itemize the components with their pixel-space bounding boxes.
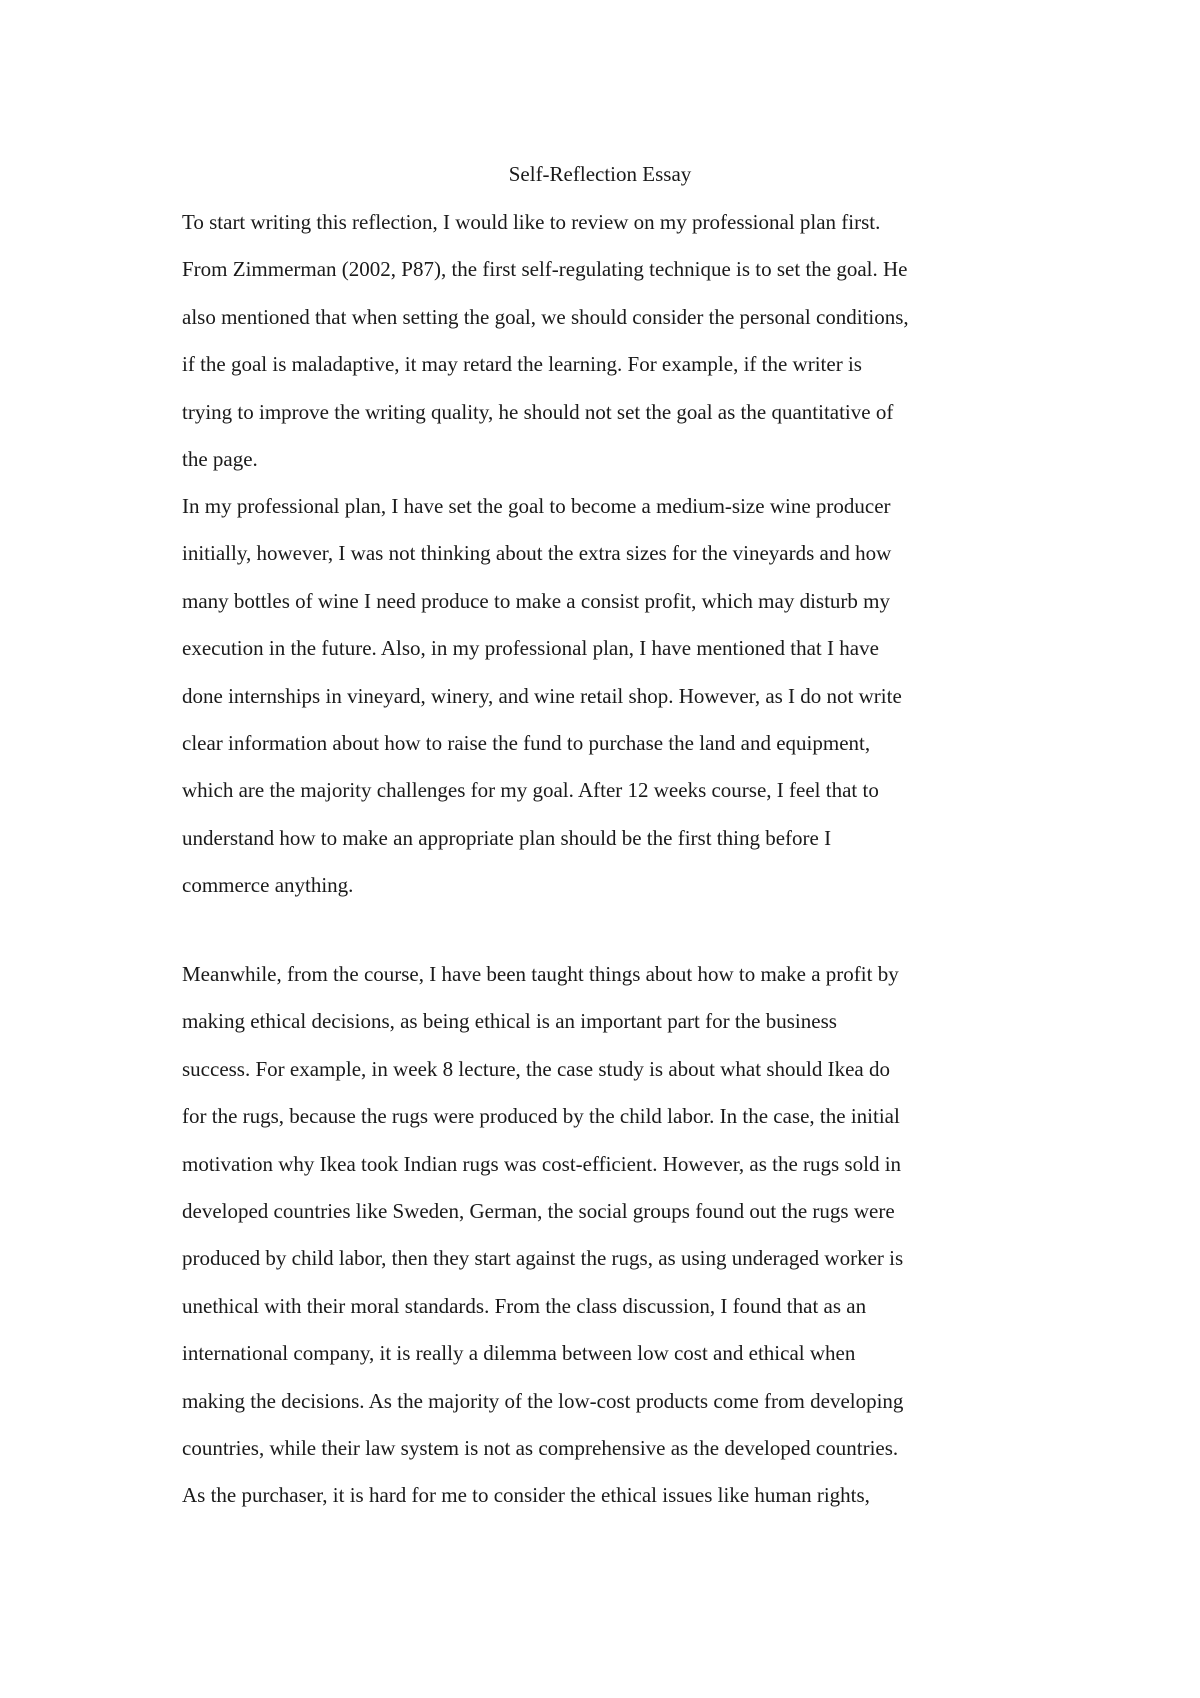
paragraph-line: making ethical decisions, as being ethical is an important part for the business [182,1009,837,1034]
paragraph-line: From Zimmerman (2002, P87), the first self-regulating technique is to set the goal. He [182,257,908,282]
paragraph-line: which are the majority challenges for my goal. After 12 weeks course, I feel that to [182,778,879,803]
paragraph-line: motivation why Ikea took Indian rugs was cost-efficient. However, as the rugs sold in [182,1151,902,1176]
paragraph-line: execution in the future. Also, in my professional plan, I have mentioned that I have [182,636,879,661]
paragraph-line: commerce anything. [182,873,354,898]
paragraph-1 [182,199,1062,483]
paragraph-line: done internships in vineyard, winery, and wine retail shop. However, as I do not write [182,683,902,708]
paragraph-line: for the rugs, because the rugs were produced by the child labor. In the case, the initial [182,1104,900,1129]
paragraph-line: success. For example, in week 8 lecture, the case study is about what should Ikea do [182,1056,890,1081]
paragraph-line: unethical with their moral standards. From the class discussion, I found that as an [182,1293,867,1318]
paragraph-line: In my professional plan, I have set the goal to become a medium-size wine producer [182,494,891,518]
paragraph-line: produced by child labor, then they start against the rugs, as using underaged worker is [182,1246,904,1271]
paragraph-line: many bottles of wine I need produce to make a consist profit, which may disturb my [182,588,891,613]
paragraph-line: Meanwhile, from the course, I have been taught things about how to make a profit by [182,962,899,986]
paragraph-line: developed countries like Sweden, German, the social groups found out the rugs were [182,1198,895,1223]
paragraph-line: countries, while their law system is not as comprehensive as the developed countries. [182,1435,899,1460]
paragraph-line: trying to improve the writing quality, he should not set the goal as the quantitative of [182,399,894,424]
paragraph-line: international company, it is really a dilemma between low cost and ethical when [182,1341,856,1366]
paragraph-3 [182,951,1062,1520]
paragraph-line: the page. [182,446,258,471]
paragraph-line: making the decisions. As the majority of the low-cost products come from developing [182,1388,904,1413]
paragraph-line: To start writing this reflection, I would like to review on my professional plan first. [182,210,881,234]
paragraph-line: also mentioned that when setting the goal, we should consider the personal conditions, [182,304,909,329]
paragraph-line: if the goal is maladaptive, it may retard the learning. For example, if the writer is [182,352,862,377]
paragraph-line: understand how to make an appropriate plan should be the first thing before I [182,825,832,850]
paragraph-2 [182,483,1062,910]
paragraph-line: clear information about how to raise the fund to purchase the land and equipment, [182,730,871,755]
paragraph-line: As the purchaser, it is hard for me to consider the ethical issues like human rights, [182,1483,870,1508]
document-title: Self-Reflection Essay [508,162,692,186]
paragraph-line: initially, however, I was not thinking about the extra sizes for the vineyards and how [182,541,892,566]
